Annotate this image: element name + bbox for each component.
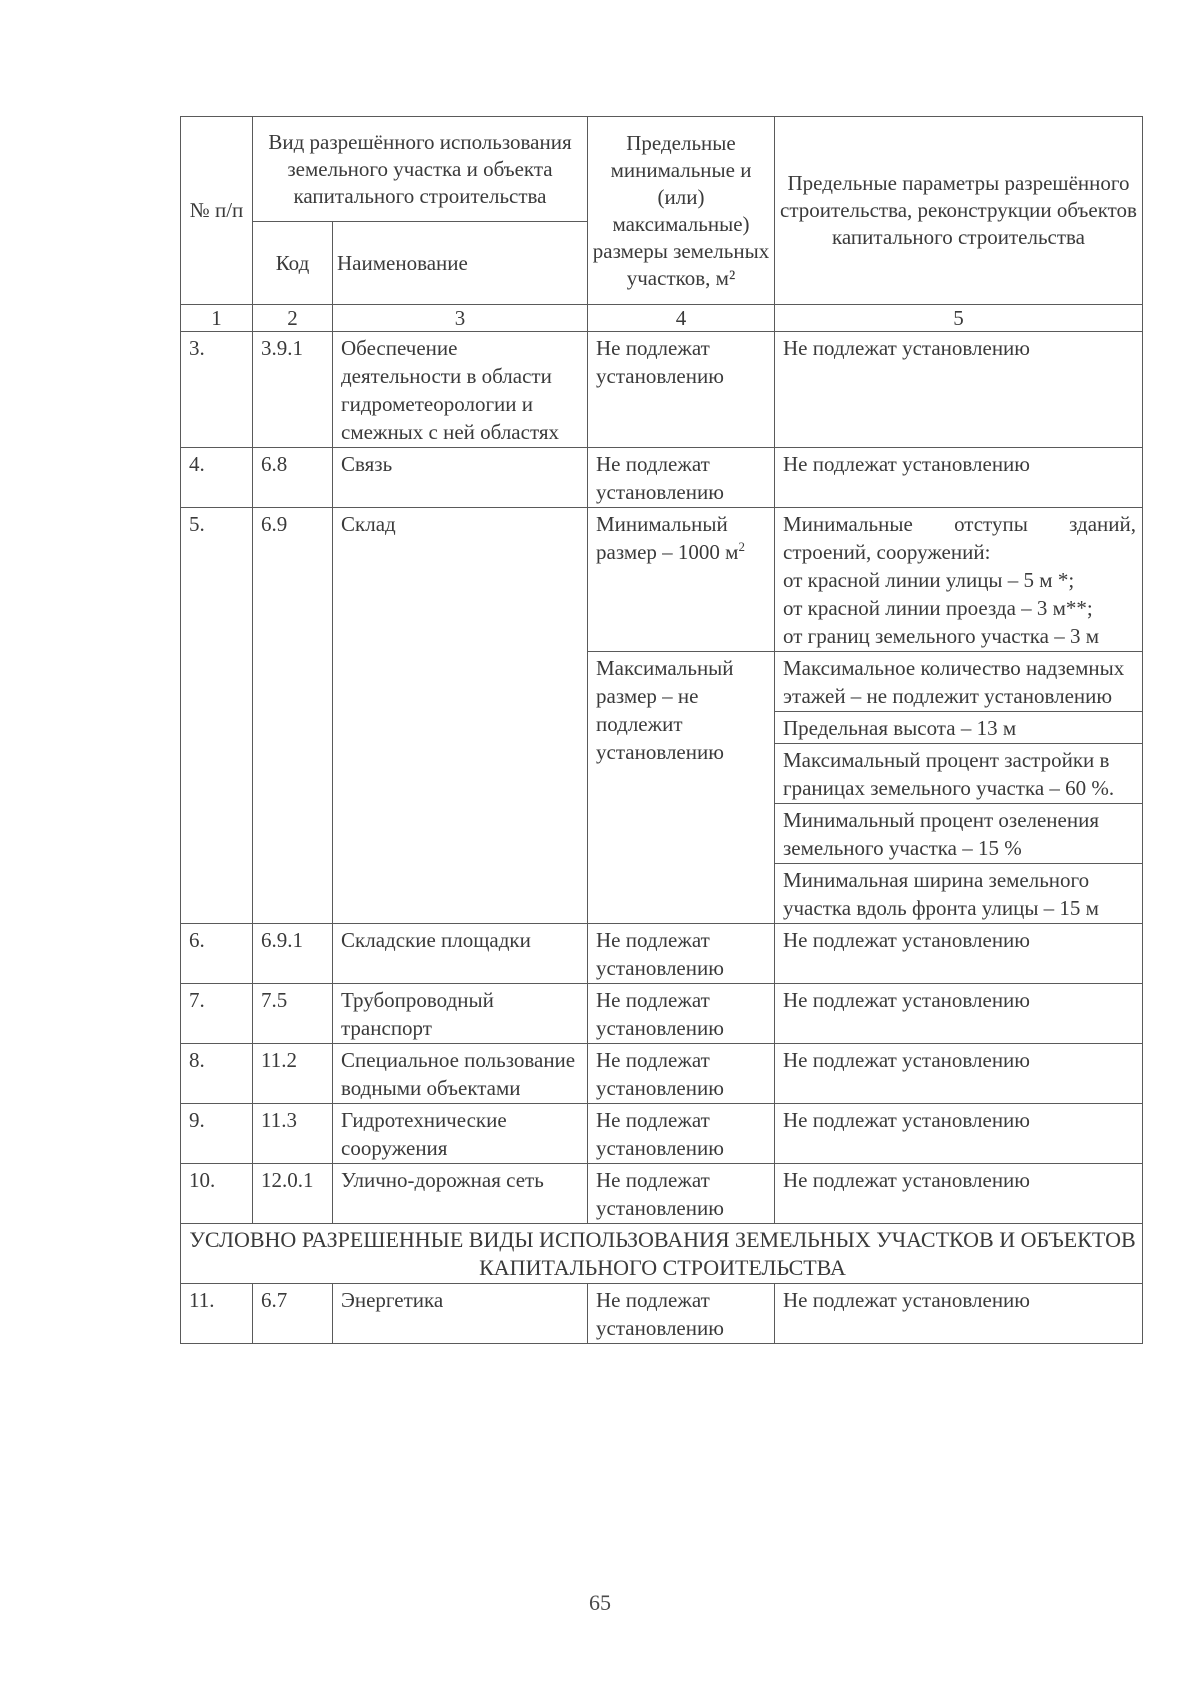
row-params: Не подлежат установлению	[775, 332, 1143, 448]
table-row	[181, 332, 1143, 448]
row-code: 6.7	[253, 1284, 333, 1344]
row-num: 10.	[181, 1164, 253, 1224]
row-name: Энергетика	[333, 1284, 588, 1344]
table-row	[181, 924, 1143, 984]
row-num: 9.	[181, 1104, 253, 1164]
section-title: УСЛОВНО РАЗРЕШЕННЫЕ ВИДЫ ИСПОЛЬЗОВАНИЯ ЗЕМЕЛЬНЫХ УЧАСТКОВ И ОБЪЕКТОВ КАПИТАЛЬНОГО СТРОИТЕЛЬСТВА	[181, 1224, 1143, 1284]
setback-passage: от красной линии проезда – 3 м**;	[783, 596, 1093, 620]
row-size: Не подлежат установлению	[588, 1044, 775, 1104]
row-name: Улично-дорожная сеть	[333, 1164, 588, 1224]
row-params: Не подлежат установлению	[775, 1284, 1143, 1344]
min-size-text: Минимальный размер – 1000 м	[596, 512, 739, 564]
row-code: 12.0.1	[253, 1164, 333, 1224]
table-row	[181, 1104, 1143, 1164]
row-params: Не подлежат установлению	[775, 984, 1143, 1044]
table-row	[181, 448, 1143, 508]
row-num: 7.	[181, 984, 253, 1044]
section-row	[181, 1224, 1143, 1284]
row-code: 3.9.1	[253, 332, 333, 448]
column-number: 2	[253, 305, 333, 332]
column-number: 4	[588, 305, 775, 332]
table-row	[181, 1044, 1143, 1104]
setback-street: от красной линии улицы – 5 м *;	[783, 568, 1075, 592]
header-kind-group: Вид разрешённого использования земельного участка и объекта капитального строительства	[253, 117, 588, 222]
warehouse-min-width: Минимальная ширина земельного участка вдоль фронта улицы – 15 м	[775, 864, 1143, 924]
warehouse-max-size: Максимальный размер – не подлежит установлению	[588, 652, 775, 924]
row-code: 6.8	[253, 448, 333, 508]
warehouse-min-green: Минимальный процент озеленения земельного участка – 15 %	[775, 804, 1143, 864]
page-number: 65	[589, 1590, 611, 1615]
min-size-sup: 2	[738, 539, 745, 554]
column-numbers-row	[181, 305, 1143, 332]
row-code: 11.3	[253, 1104, 333, 1164]
column-number: 1	[181, 305, 253, 332]
row-name: Склад	[333, 508, 588, 924]
row-params: Не подлежат установлению	[775, 1164, 1143, 1224]
row-num: 4.	[181, 448, 253, 508]
row-code: 7.5	[253, 984, 333, 1044]
warehouse-min-size	[588, 508, 775, 652]
row-num: 11.	[181, 1284, 253, 1344]
warehouse-max-coverage: Максимальный процент застройки в границах земельного участка – 60 %.	[775, 744, 1143, 804]
row-size: Не подлежат установлению	[588, 1104, 775, 1164]
header-row-1	[181, 117, 1143, 222]
header-name: Наименование	[333, 222, 588, 305]
row-num: 6.	[181, 924, 253, 984]
table-row	[181, 984, 1143, 1044]
row-params: Не подлежат установлению	[775, 924, 1143, 984]
row-name: Гидротехнические сооружения	[333, 1104, 588, 1164]
column-number: 5	[775, 305, 1143, 332]
row-code: 6.9.1	[253, 924, 333, 984]
column-number: 3	[333, 305, 588, 332]
zoning-table	[180, 116, 1143, 1344]
table-row	[181, 1284, 1143, 1344]
row-num: 3.	[181, 332, 253, 448]
row-params: Не подлежат установлению	[775, 1104, 1143, 1164]
warehouse-max-floors: Максимальное количество надземных этажей – не подлежит установлению	[775, 652, 1143, 712]
row-size: Не подлежат установлению	[588, 984, 775, 1044]
row-params: Не подлежат установлению	[775, 1044, 1143, 1104]
row-name: Складские площадки	[333, 924, 588, 984]
header-params: Предельные параметры разрешённого строительства, реконструкции объектов капитального строительства	[775, 117, 1143, 305]
header-sizes: Предельные минимальные и (или) максимальные) размеры земельных участков, м²	[588, 117, 775, 305]
row-name: Специальное пользование водными объектами	[333, 1044, 588, 1104]
row-size: Не подлежат установлению	[588, 448, 775, 508]
header-num: № п/п	[181, 117, 253, 305]
warehouse-max-height: Предельная высота – 13 м	[775, 712, 1143, 744]
row-params: Не подлежат установлению	[775, 448, 1143, 508]
row-code: 6.9	[253, 508, 333, 924]
header-code: Код	[253, 222, 333, 305]
warehouse-setbacks	[775, 508, 1143, 652]
row-num: 5.	[181, 508, 253, 924]
row-num: 8.	[181, 1044, 253, 1104]
row-size: Не подлежат установлению	[588, 1164, 775, 1224]
table-row	[181, 1164, 1143, 1224]
warehouse-row	[181, 508, 1143, 652]
row-name: Обеспечение деятельности в области гидрометеорологии и смежных с ней областях	[333, 332, 588, 448]
row-size: Не подлежат установлению	[588, 332, 775, 448]
row-size: Не подлежат установлению	[588, 924, 775, 984]
setbacks-title: Минимальные отступы зданий, строений, сооружений:	[783, 512, 1136, 564]
document-page	[180, 116, 1142, 1344]
row-code: 11.2	[253, 1044, 333, 1104]
row-size: Не подлежат установлению	[588, 1284, 775, 1344]
row-name: Трубопроводный транспорт	[333, 984, 588, 1044]
setback-border: от границ земельного участка – 3 м	[783, 624, 1100, 648]
row-name: Связь	[333, 448, 588, 508]
